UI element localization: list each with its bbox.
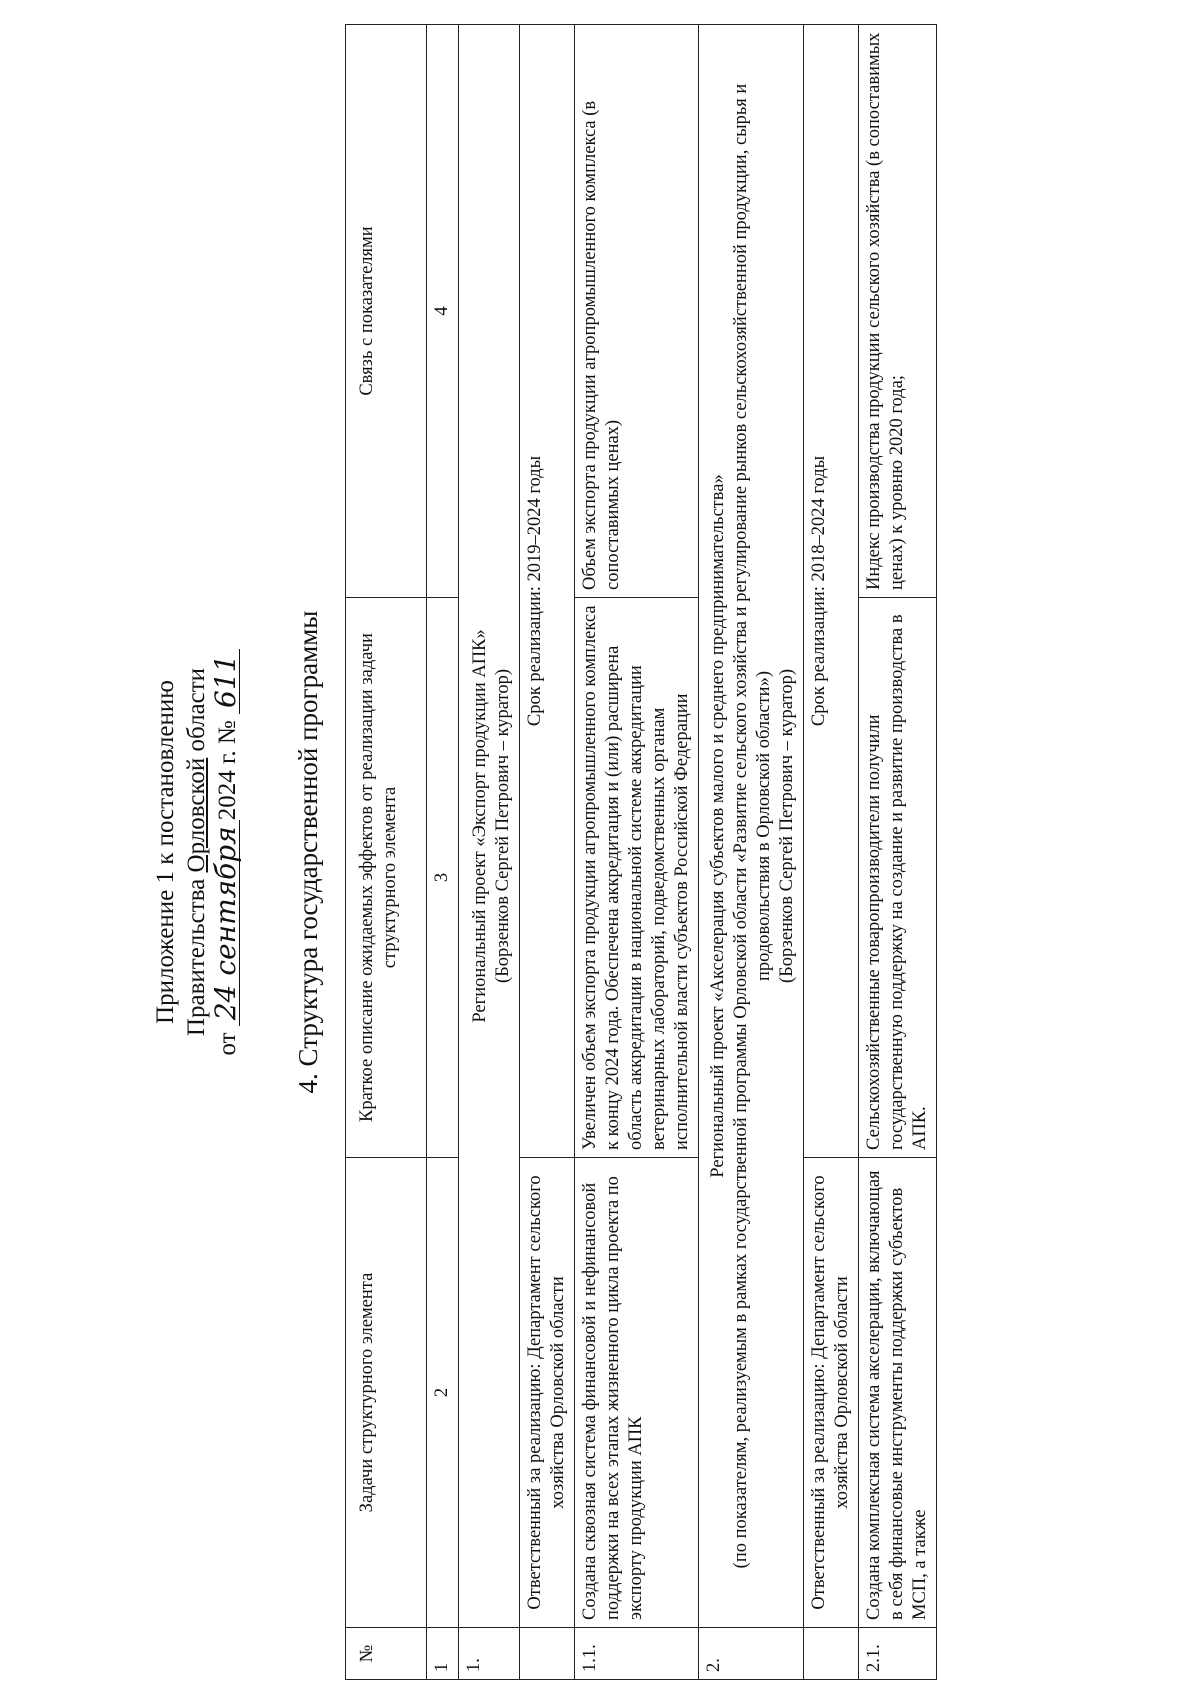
responsible-cell: Ответственный за реализацию: Департамент сельского хозяйства Орловской области <box>520 1158 575 1628</box>
project-name: Региональный проект «Акселерация субъектов малого и среднего предпринимательства» <box>708 474 728 1178</box>
responsible-cell: Ответственный за реализацию: Департамент сельского хозяйства Орловской области <box>804 1158 859 1628</box>
appendix-line-3-a: от <box>214 1026 241 1056</box>
effect-cell: Увеличен объем экспорта продукции агропромышленного комплекса к концу 2024 года. Обеспечена аккредитация и (или) расширена область аккредитации в национальной системе аккредитации ветеринарных лабораторий, подведомственных органам исполнительной власти субъектов Российской Федерации <box>575 598 699 1158</box>
table-row <box>459 25 520 1680</box>
colnum-3: 3 <box>427 598 459 1158</box>
structure-table <box>345 24 937 1680</box>
appendix-line-3-b: 2024 г. № <box>214 720 241 821</box>
header-num: № <box>346 1628 427 1680</box>
handwritten-date: 24 сентября <box>213 820 240 1026</box>
table-row <box>520 25 575 1680</box>
table-row <box>859 25 937 1680</box>
row-number: 2. <box>699 1628 804 1680</box>
header-tasks: Задачи структурного элемента <box>346 1158 427 1628</box>
appendix-line-3 <box>209 0 243 1704</box>
appendix-line-1: Приложение 1 к постановлению <box>152 680 179 1024</box>
table-header-row <box>346 25 427 1680</box>
column-numbers-row <box>427 25 459 1680</box>
table-row <box>575 25 699 1680</box>
period-cell: Срок реализации: 2018–2024 годы <box>804 25 859 1158</box>
link-cell: Объем экспорта продукции агропромышленного комплекса (в сопоставимых ценах) <box>575 25 699 598</box>
handwritten-number: 611 <box>213 649 240 714</box>
period-cell: Срок реализации: 2019–2024 годы <box>520 25 575 1158</box>
effect-cell: Сельскохозяйственные товаропроизводители получили государственную поддержку на создание и развитие производства в АПК. <box>859 598 937 1158</box>
empty-cell <box>804 1628 859 1680</box>
colnum-1: 1 <box>427 1628 459 1680</box>
colnum-2: 2 <box>427 1158 459 1628</box>
project-name: Региональный проект «Экспорт продукции АПК» <box>470 629 490 1023</box>
project-curator: (Борзенков Сергей Петрович – куратор) <box>777 669 797 983</box>
project-curator: (Борзенков Сергей Петрович – куратор) <box>493 669 513 983</box>
project-scope-note: (по показателям, реализуемым в рамках государственной программы Орловской области «Развитие сельского хозяйства и регулирование рынков сельскохозяйственной продукции, сырья и продовольствия в Орловской области») <box>731 83 774 1569</box>
link-cell: Индекс производства продукции сельского хозяйства (в сопоставимых ценах) к уровню 2020 года; <box>859 25 937 598</box>
project-title <box>699 25 804 1628</box>
project-title <box>459 25 520 1628</box>
appendix-line-2-a: Правительства <box>183 872 210 1037</box>
page-title: 4. Структура государственной программы <box>293 610 323 1094</box>
row-number: 1. <box>459 1628 520 1680</box>
row-number: 2.1. <box>859 1628 937 1680</box>
appendix-line-2-c: области <box>183 667 210 758</box>
empty-cell <box>520 1628 575 1680</box>
colnum-4: 4 <box>427 25 459 598</box>
row-number: 1.1. <box>575 1628 699 1680</box>
appendix-line-2 <box>181 0 212 1704</box>
appendix-header <box>150 0 243 1704</box>
header-effects: Краткое описание ожидаемых эффектов от реализации задачи структурного элемента <box>346 598 427 1158</box>
header-link: Связь с показателями <box>346 25 427 598</box>
table-row <box>699 25 804 1680</box>
task-cell: Создана сквозная система финансовой и нефинансовой поддержки на всех этапах жизненного цикла проекта по экспорту продукции АПК <box>575 1158 699 1628</box>
task-cell: Создана комплексная система акселерации, включающая в себя финансовые инструменты поддержки субъектов МСП, а также <box>859 1158 937 1628</box>
appendix-line-2-b: Орловской <box>183 757 210 873</box>
table-row <box>804 25 859 1680</box>
